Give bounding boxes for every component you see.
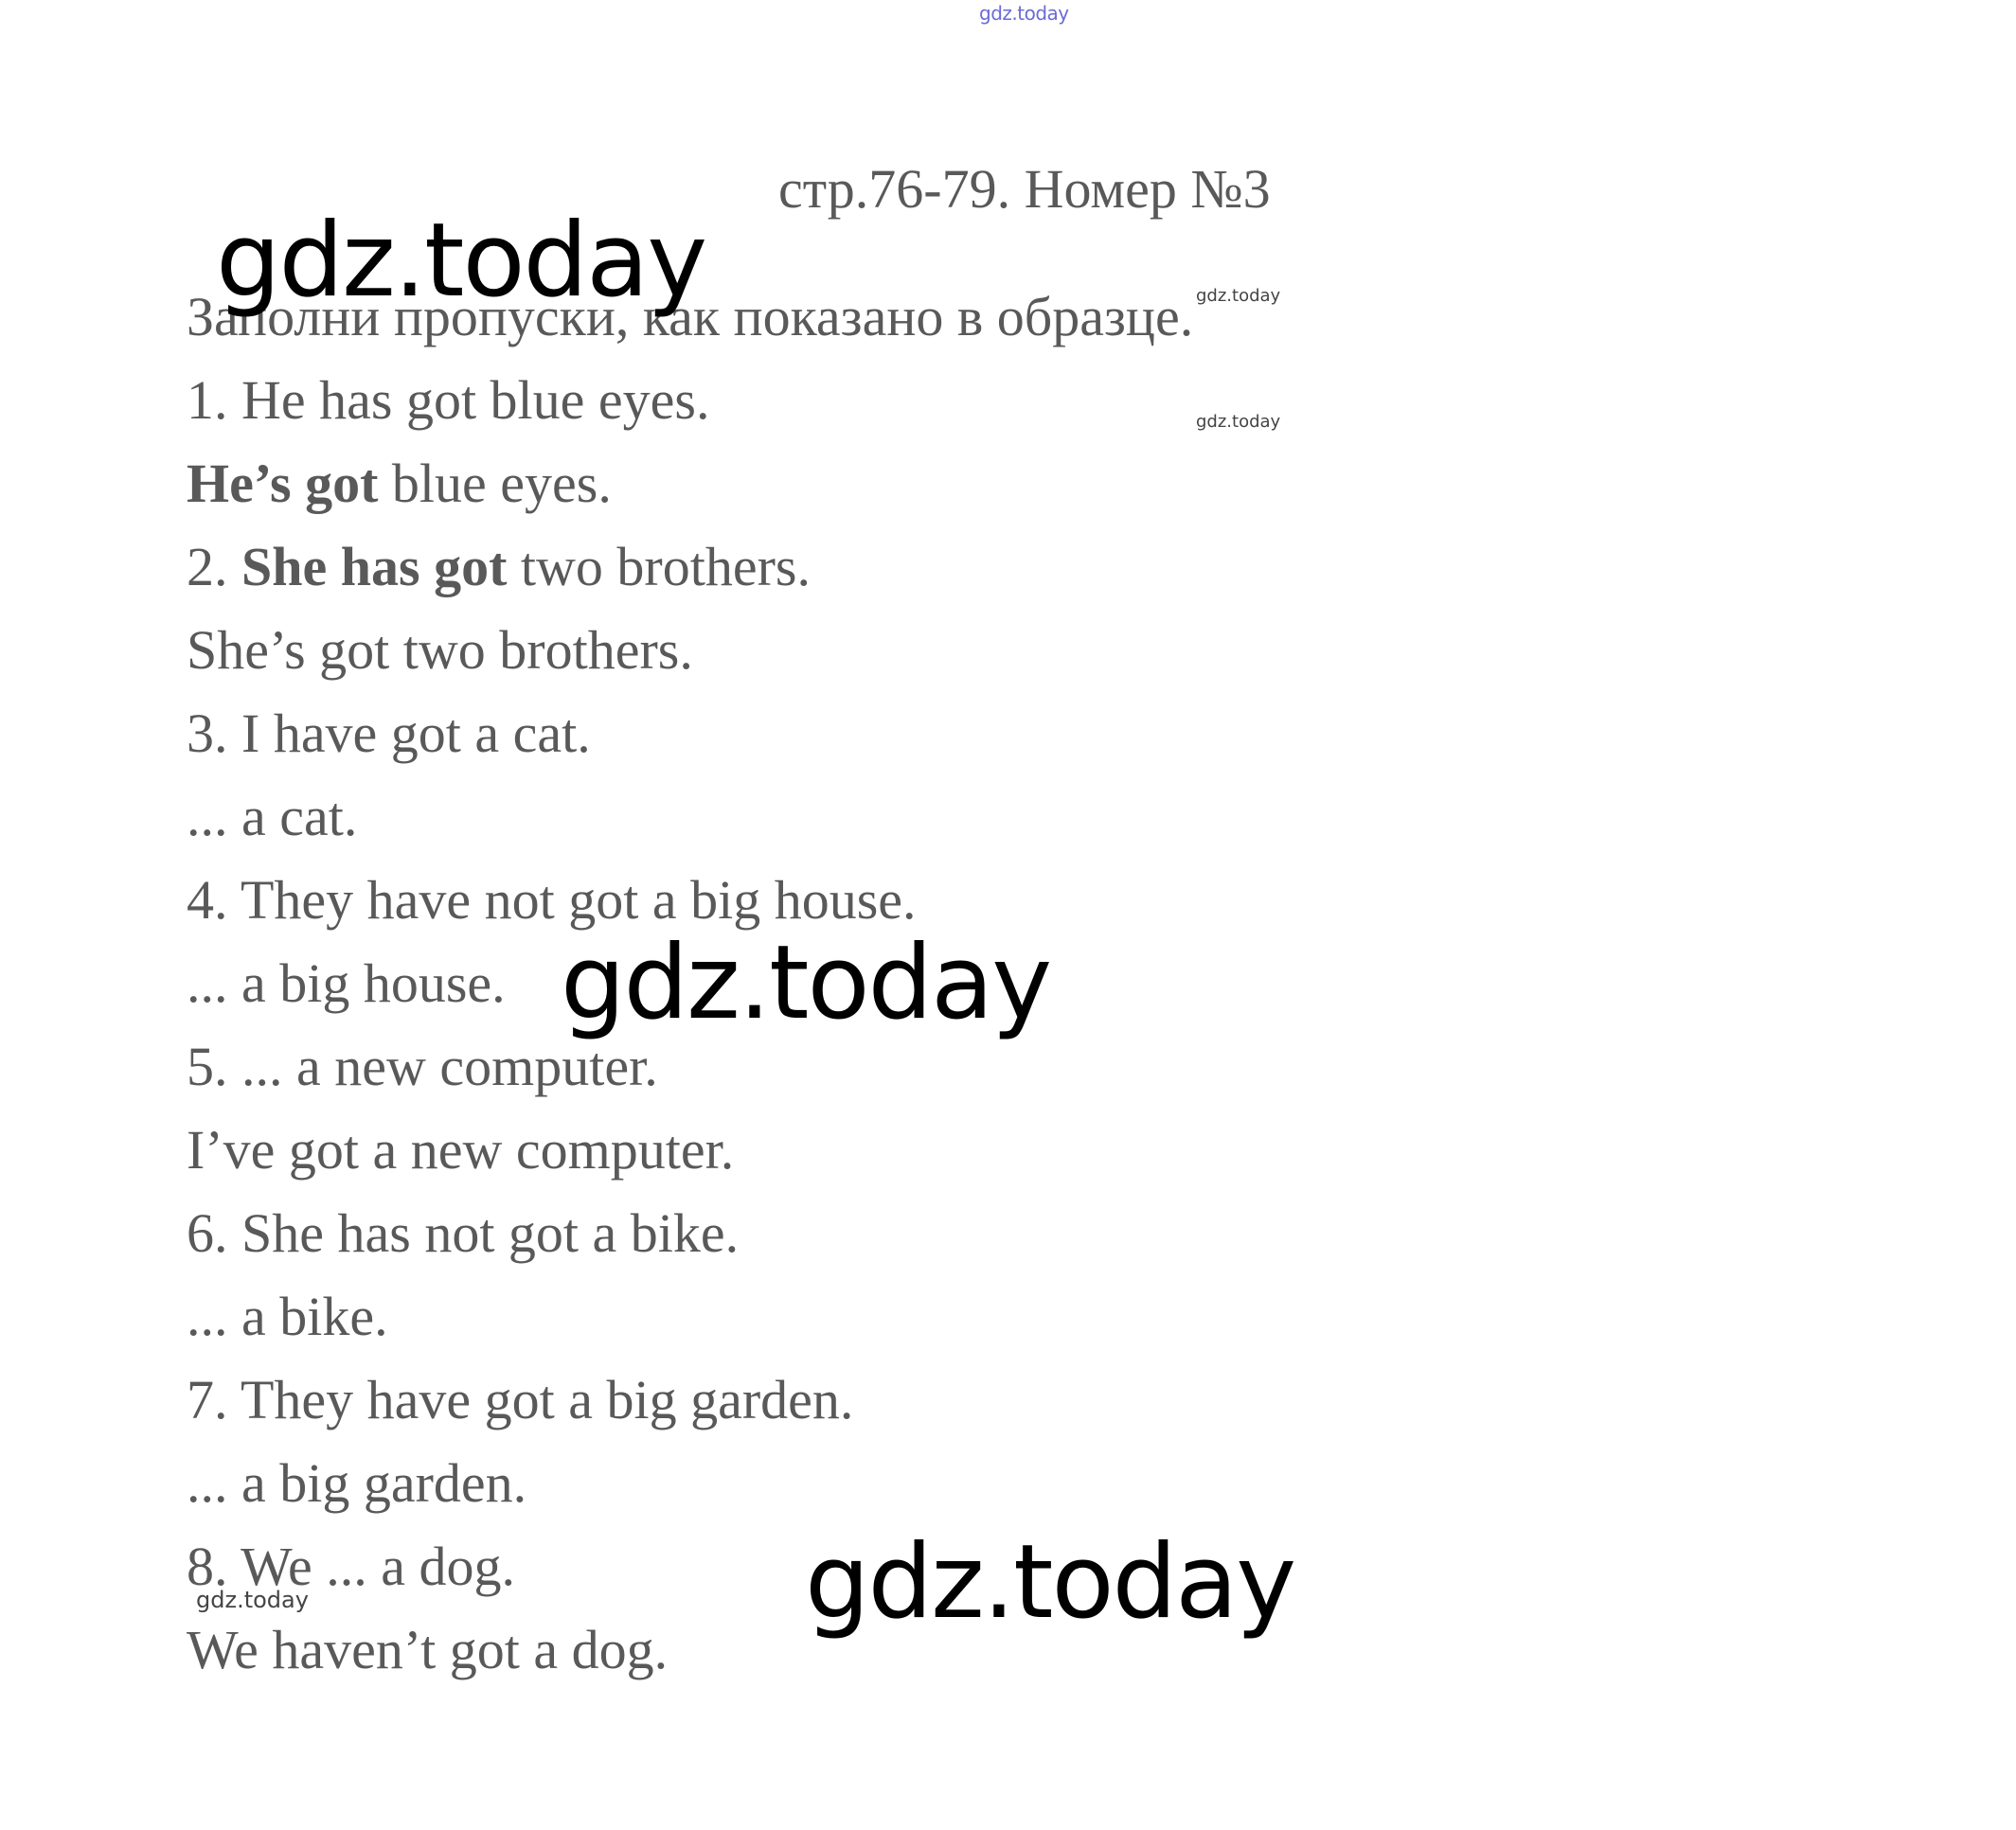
exercise-line: 6. She has not got a bike. (187, 1202, 740, 1264)
exercise-line: ... a big house. (187, 952, 506, 1014)
exercise-line: I’ve got a new computer. (187, 1119, 735, 1181)
watermark-small: gdz.today (196, 1587, 309, 1613)
exercise-line: 2. She has got two brothers. (187, 536, 811, 597)
watermark-large: gdz.today (216, 202, 706, 320)
exercise-line: ... a cat. (187, 786, 358, 847)
exercise-line: 5. ... a new computer. (187, 1036, 658, 1097)
watermark-large: gdz.today (805, 1523, 1295, 1642)
site-watermark-top: gdz.today (979, 2, 1069, 25)
watermark-small: gdz.today (1196, 286, 1281, 306)
exercise-line: 3. I have got a cat. (187, 702, 591, 764)
exercise-line: She’s got two brothers. (187, 619, 693, 681)
exercise-line: ... a big garden. (187, 1452, 527, 1514)
exercise-line: He’s got blue eyes. (187, 453, 612, 514)
exercise-line: 4. They have not got a big house. (187, 869, 917, 931)
exercise-line: 8. We ... a dog. (187, 1536, 516, 1597)
page-title: стр.76-79. Номер №3 (778, 158, 1271, 220)
exercise-instruction: Заполни пропуски, как показано в образце. (187, 286, 1194, 347)
exercise-line: 1. He has got blue eyes. (187, 369, 710, 431)
exercise-line: ... a bike. (187, 1286, 388, 1347)
exercise-line: We haven’t got a dog. (187, 1619, 669, 1680)
watermark-large: gdz.today (561, 924, 1051, 1042)
watermark-small: gdz.today (1196, 412, 1281, 432)
exercise-line: 7. They have got a big garden. (187, 1369, 854, 1430)
